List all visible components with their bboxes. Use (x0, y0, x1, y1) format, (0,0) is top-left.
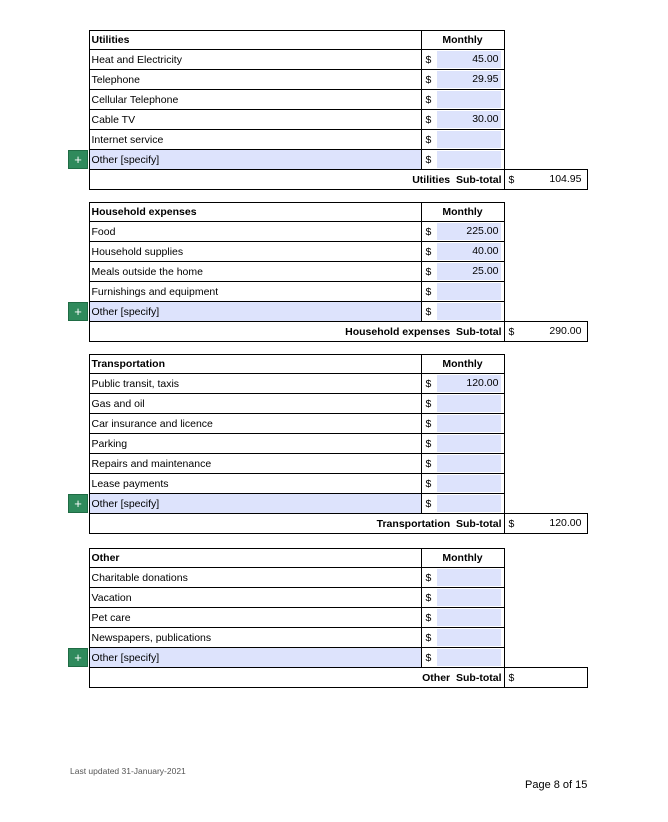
expense-label: Internet service (89, 130, 421, 150)
expense-table (68, 354, 588, 534)
amount-cell (421, 474, 504, 494)
spacer (504, 374, 587, 394)
subtotal-value (520, 669, 584, 686)
spacer (504, 222, 587, 242)
add-row-button[interactable]: + (68, 648, 88, 667)
amount-cell (421, 130, 504, 150)
spacer (68, 31, 89, 50)
spacer (504, 110, 587, 130)
spacer (504, 150, 587, 170)
spacer (68, 588, 89, 608)
spacer (68, 110, 89, 130)
table-row (68, 150, 587, 170)
currency-symbol: $ (425, 417, 432, 430)
amount-field[interactable]: 40.00 (437, 243, 501, 260)
section-transportation (68, 354, 588, 534)
add-row-cell (68, 648, 89, 668)
currency-symbol: $ (425, 497, 432, 510)
column-header-monthly: Monthly (421, 31, 504, 50)
subtotal-label (89, 514, 504, 534)
currency-symbol: $ (425, 133, 432, 146)
spacer (68, 322, 89, 342)
column-header-monthly: Monthly (421, 203, 504, 222)
currency-symbol: $ (425, 113, 432, 126)
amount-cell (421, 588, 504, 608)
currency-symbol: $ (425, 245, 432, 258)
section-title: Household expenses (89, 203, 421, 222)
subtotal-section-name: Household expenses (345, 325, 451, 338)
amount-field[interactable] (437, 151, 501, 168)
subtotal-section-name: Utilities (412, 173, 451, 186)
spacer (68, 50, 89, 70)
subtotal-row (68, 668, 587, 688)
amount-cell (421, 394, 504, 414)
subtotal-amount-cell (504, 514, 587, 534)
subtotal-amount-cell (504, 668, 587, 688)
spacer (68, 394, 89, 414)
table-row (68, 282, 587, 302)
table-row (68, 494, 587, 514)
currency-symbol: $ (425, 651, 432, 664)
spacer (68, 628, 89, 648)
spacer (504, 568, 587, 588)
spacer (68, 170, 89, 190)
amount-cell (421, 414, 504, 434)
amount-cell (421, 282, 504, 302)
subtotal-row (68, 514, 587, 534)
section-other (68, 548, 588, 688)
spacer (68, 130, 89, 150)
section-title: Transportation (89, 355, 421, 374)
expense-label: Food (89, 222, 421, 242)
currency-symbol: $ (425, 437, 432, 450)
expense-label: Parking (89, 434, 421, 454)
subtotal-section-name: Transportation (376, 517, 451, 530)
table-row (68, 302, 587, 322)
currency-symbol: $ (425, 457, 432, 470)
spacer (504, 434, 587, 454)
expense-label: Gas and oil (89, 394, 421, 414)
spacer (68, 262, 89, 282)
amount-field[interactable] (437, 415, 501, 432)
expense-table (68, 202, 588, 342)
spacer (504, 203, 587, 222)
spacer (68, 608, 89, 628)
table-row (68, 70, 587, 90)
add-row-button[interactable]: + (68, 494, 88, 513)
expense-label: Repairs and maintenance (89, 454, 421, 474)
spacer (504, 608, 587, 628)
amount-cell (421, 150, 504, 170)
spacer (504, 474, 587, 494)
spacer (68, 203, 89, 222)
amount-field[interactable]: 30.00 (437, 111, 501, 128)
table-row (68, 222, 587, 242)
spacer (68, 454, 89, 474)
section-title: Other (89, 549, 421, 568)
expense-label: Cellular Telephone (89, 90, 421, 110)
currency-symbol: $ (425, 285, 432, 298)
subtotal-value: 104.95 (549, 173, 582, 185)
amount-cell (421, 242, 504, 262)
spacer (68, 374, 89, 394)
expense-label: Meals outside the home (89, 262, 421, 282)
subtotal-amount-cell (504, 170, 587, 190)
spacer (504, 414, 587, 434)
spacer (68, 474, 89, 494)
table-row (68, 474, 587, 494)
amount-cell (421, 50, 504, 70)
subtotal-word: Sub-total (456, 671, 502, 684)
currency-symbol: $ (508, 325, 515, 338)
currency-symbol: $ (425, 93, 432, 106)
table-row (68, 110, 587, 130)
expense-label: Household supplies (89, 242, 421, 262)
amount-field[interactable]: 225.00 (437, 223, 501, 240)
table-row (68, 242, 587, 262)
currency-symbol: $ (425, 571, 432, 584)
amount-field[interactable] (437, 475, 501, 492)
amount-field[interactable] (437, 283, 501, 300)
subtotal-word: Sub-total (456, 325, 502, 338)
amount-cell (421, 110, 504, 130)
amount-field[interactable] (437, 91, 501, 108)
table-row (68, 262, 587, 282)
expense-label: Heat and Electricity (89, 50, 421, 70)
spacer (504, 549, 587, 568)
expense-label: Cable TV (89, 110, 421, 130)
amount-cell (421, 374, 504, 394)
add-row-button[interactable]: + (68, 302, 88, 321)
other-specify-field[interactable]: Other [specify] (89, 648, 421, 668)
amount-field[interactable] (437, 131, 501, 148)
expense-label: Furnishings and equipment (89, 282, 421, 302)
table-row (68, 568, 587, 588)
spacer (504, 262, 587, 282)
expense-table (68, 30, 588, 190)
spacer (68, 282, 89, 302)
currency-symbol: $ (425, 265, 432, 278)
amount-cell (421, 648, 504, 668)
expense-label: Public transit, taxis (89, 374, 421, 394)
other-specify-field[interactable]: Other [specify] (89, 150, 421, 170)
expense-label: Lease payments (89, 474, 421, 494)
spacer (504, 282, 587, 302)
subtotal-label (89, 668, 504, 688)
amount-cell (421, 608, 504, 628)
spacer (504, 90, 587, 110)
amount-cell (421, 628, 504, 648)
amount-cell (421, 262, 504, 282)
expense-label: Vacation (89, 588, 421, 608)
expense-label: Car insurance and licence (89, 414, 421, 434)
subtotal-section-name: Other (422, 671, 451, 684)
spacer (68, 668, 89, 688)
add-row-cell (68, 302, 89, 322)
amount-field[interactable] (437, 495, 501, 512)
spacer (68, 355, 89, 374)
amount-cell (421, 302, 504, 322)
amount-field[interactable]: 29.95 (437, 71, 501, 88)
currency-symbol: $ (425, 477, 432, 490)
amount-field[interactable] (437, 609, 501, 626)
currency-symbol: $ (425, 225, 432, 238)
add-row-button[interactable]: + (68, 150, 88, 169)
subtotal-word: Sub-total (456, 517, 502, 530)
spacer (504, 648, 587, 668)
spacer (504, 394, 587, 414)
currency-symbol: $ (508, 517, 515, 530)
amount-cell (421, 222, 504, 242)
currency-symbol: $ (508, 173, 515, 186)
spacer (504, 628, 587, 648)
currency-symbol: $ (425, 611, 432, 624)
subtotal-row (68, 322, 587, 342)
subtotal-label (89, 322, 504, 342)
spacer (504, 494, 587, 514)
last-updated-note: Last updated 31-January-2021 (70, 766, 186, 776)
spacer (504, 454, 587, 474)
spacer (504, 50, 587, 70)
section-household-expenses (68, 202, 588, 342)
table-row (68, 434, 587, 454)
column-header-monthly: Monthly (421, 355, 504, 374)
currency-symbol: $ (425, 153, 432, 166)
subtotal-value: 290.00 (549, 325, 582, 337)
section-utilities (68, 30, 588, 190)
add-row-cell (68, 150, 89, 170)
currency-symbol: $ (425, 397, 432, 410)
amount-cell (421, 494, 504, 514)
currency-symbol: $ (425, 73, 432, 86)
spacer (504, 355, 587, 374)
currency-symbol: $ (425, 305, 432, 318)
spacer (68, 90, 89, 110)
table-row (68, 648, 587, 668)
expense-label: Newspapers, publications (89, 628, 421, 648)
expense-label: Telephone (89, 70, 421, 90)
other-specify-field[interactable]: Other [specify] (89, 494, 421, 514)
table-row (68, 608, 587, 628)
subtotal-value: 120.00 (549, 517, 582, 529)
table-row (68, 50, 587, 70)
table-row (68, 414, 587, 434)
amount-cell (421, 454, 504, 474)
currency-symbol: $ (425, 53, 432, 66)
column-header-monthly: Monthly (421, 549, 504, 568)
amount-field[interactable] (437, 303, 501, 320)
add-row-cell (68, 494, 89, 514)
spacer (68, 549, 89, 568)
spacer (68, 70, 89, 90)
subtotal-row (68, 170, 587, 190)
spacer (504, 242, 587, 262)
subtotal-word: Sub-total (456, 173, 502, 186)
expense-label: Charitable donations (89, 568, 421, 588)
subtotal-label (89, 170, 504, 190)
amount-field[interactable] (437, 649, 501, 666)
amount-cell (421, 90, 504, 110)
amount-field[interactable] (437, 629, 501, 646)
table-row (68, 394, 587, 414)
currency-symbol: $ (508, 671, 515, 684)
table-row (68, 90, 587, 110)
currency-symbol: $ (425, 631, 432, 644)
spacer (504, 70, 587, 90)
amount-field[interactable] (437, 589, 501, 606)
amount-cell (421, 434, 504, 454)
amount-cell (421, 568, 504, 588)
amount-field[interactable] (437, 569, 501, 586)
spacer (504, 302, 587, 322)
amount-field[interactable] (437, 455, 501, 472)
page-number: Page 8 of 15 (525, 779, 588, 791)
spacer (504, 130, 587, 150)
spacer (68, 242, 89, 262)
spacer (504, 31, 587, 50)
expense-table (68, 548, 588, 688)
other-specify-field[interactable]: Other [specify] (89, 302, 421, 322)
amount-field[interactable]: 120.00 (437, 375, 501, 392)
amount-field[interactable]: 25.00 (437, 263, 501, 280)
subtotal-amount-cell (504, 322, 587, 342)
currency-symbol: $ (425, 377, 432, 390)
amount-field[interactable] (437, 395, 501, 412)
expense-label: Pet care (89, 608, 421, 628)
spacer (68, 434, 89, 454)
spacer (504, 588, 587, 608)
spacer (68, 568, 89, 588)
spacer (68, 222, 89, 242)
amount-field[interactable]: 45.00 (437, 51, 501, 68)
table-row (68, 454, 587, 474)
amount-field[interactable] (437, 435, 501, 452)
table-row (68, 130, 587, 150)
spacer (68, 514, 89, 534)
currency-symbol: $ (425, 591, 432, 604)
table-row (68, 374, 587, 394)
spacer (68, 414, 89, 434)
section-title: Utilities (89, 31, 421, 50)
amount-cell (421, 70, 504, 90)
table-row (68, 628, 587, 648)
table-row (68, 588, 587, 608)
